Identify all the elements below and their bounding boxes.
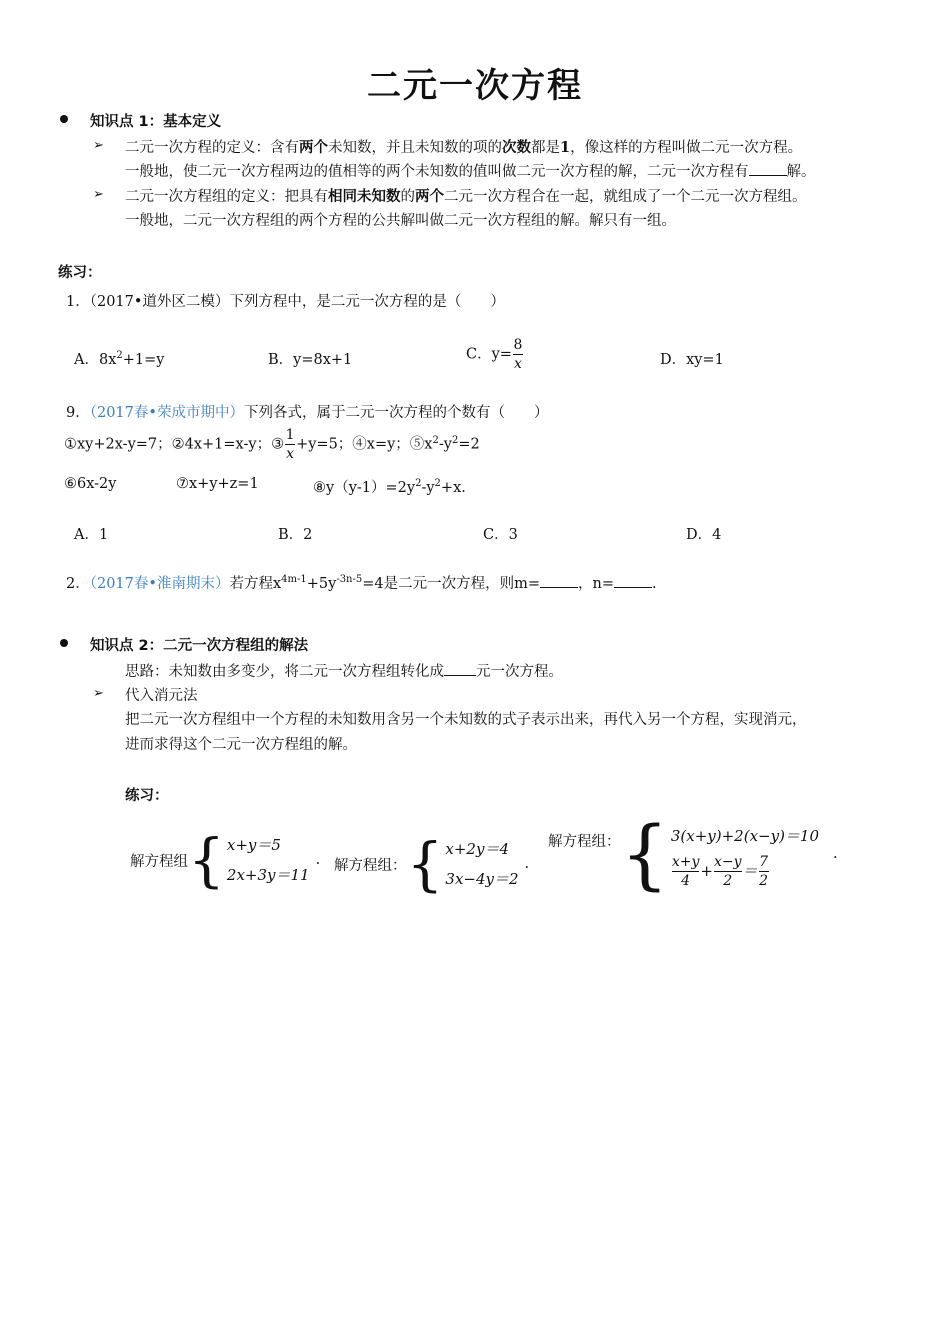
q9-line1: ①xy+2x-y=7；②4x+1=x-y；③ $\frac{1}{x}$ +y=5；④x=y；$⑤x^2-y^2=2$ <box>64 427 480 462</box>
q9-stem: 9．（2017春•荣成市期中）下列各式，属于二元一次方程的个数有（ ） <box>66 405 549 421</box>
kp1-def1: 二元一次方程的定义：含有两个未知数，并且未知数的项的次数都是1，像这样的方程叫做二元一次方程。 <box>125 139 803 156</box>
kp1-heading: 知识点 1：基本定义 <box>90 114 222 130</box>
kp1-def1-line2: 一般地，使二元一次方程两边的值相等的两个未知数的值叫做二元一次方程的解，二元一次方程有 解。 <box>125 164 816 180</box>
brace-icon: { <box>620 809 669 898</box>
kp2-desc2: 进而求得这个二元一次方程组的解。 <box>125 737 357 753</box>
kp2-heading: 知识点 2：二元一次方程组的解法 <box>90 638 309 654</box>
system-3: 解方程组： { 3(x+y)+2(x−y)＝10 $\frac{x+y}{4}$ + $\frac{x-y}{2}$ ＝ $\frac{7}{2}$ . <box>548 809 838 898</box>
kp1-def2: 二元一次方程组的定义：把具有相同未知数的两个二元一次方程合在一起，就组成了一个二元一次方程组。 <box>125 188 807 205</box>
answer-blank-n <box>614 575 652 588</box>
q9-option-d: D．4 <box>686 527 722 543</box>
arrow-icon: ➢ <box>93 686 104 701</box>
answer-blank <box>444 663 476 676</box>
answer-blank <box>749 163 787 176</box>
q9-option-b: B．2 <box>278 527 313 543</box>
q9-line2-a: ⑥6x-2y <box>64 476 117 492</box>
kp2-desc1: 把二元一次方程组中一个方程的未知数用含另一个未知数的式子表示出来，再代入另一个方程，实现消元， <box>125 712 807 728</box>
q9-source: （2017春•荣成市期中） <box>89 405 244 421</box>
arrow-icon: ➢ <box>93 138 104 153</box>
q2-source: （2017春•淮南期末） <box>89 576 230 592</box>
q2-stem: 2．（2017春•淮南期末）若方程$x^{4m-1}+5y^{-3n-5}=4$是二元一次方程，则m= ，n= . <box>66 574 657 592</box>
practice-label: 练习： <box>58 265 102 281</box>
page-title: 二元一次方程 <box>367 66 583 106</box>
q9-option-a: A．1 <box>74 527 109 543</box>
q1-option-d: D．xy=1 <box>660 352 724 368</box>
q1-option-a: A．$8x^2+1=y$ <box>74 350 165 368</box>
q1-option-c: C．y= $\frac{8}{x}$ <box>466 337 523 372</box>
q1-option-b: B．y=8x+1 <box>268 352 353 368</box>
kp2-method: 代入消元法 <box>125 688 198 704</box>
kp2-practice-label: 练习： <box>125 788 169 804</box>
q9-line2-b: ⑦x+y+z=1 <box>176 476 259 492</box>
bullet-icon <box>60 115 68 123</box>
bullet-icon <box>60 639 68 647</box>
arrow-icon: ➢ <box>93 187 104 202</box>
answer-blank-m <box>540 575 578 588</box>
q1-stem: 1．（2017•道外区二模）下列方程中，是二元一次方程的是（ ） <box>66 294 505 310</box>
kp2-idea: 思路：未知数由多变少，将二元一次方程组转化成 元一次方程。 <box>125 664 563 680</box>
kp1-def2-line2: 一般地，二元一次方程组的两个方程的公共解叫做二元一次方程组的解。解只有一组。 <box>125 213 676 229</box>
system-1: 解方程组 { x+y＝5 2x+3y＝11 . <box>130 826 321 894</box>
q9-option-c: C．3 <box>483 527 518 543</box>
q9-line2-c: $⑧y(y-1)=2y^2-y^2+x$. <box>313 478 466 496</box>
brace-icon: { <box>188 826 225 894</box>
brace-icon: { <box>406 830 444 898</box>
system-2: 解方程组： { x+2y＝4 3x−4y＝2 . <box>334 830 530 898</box>
